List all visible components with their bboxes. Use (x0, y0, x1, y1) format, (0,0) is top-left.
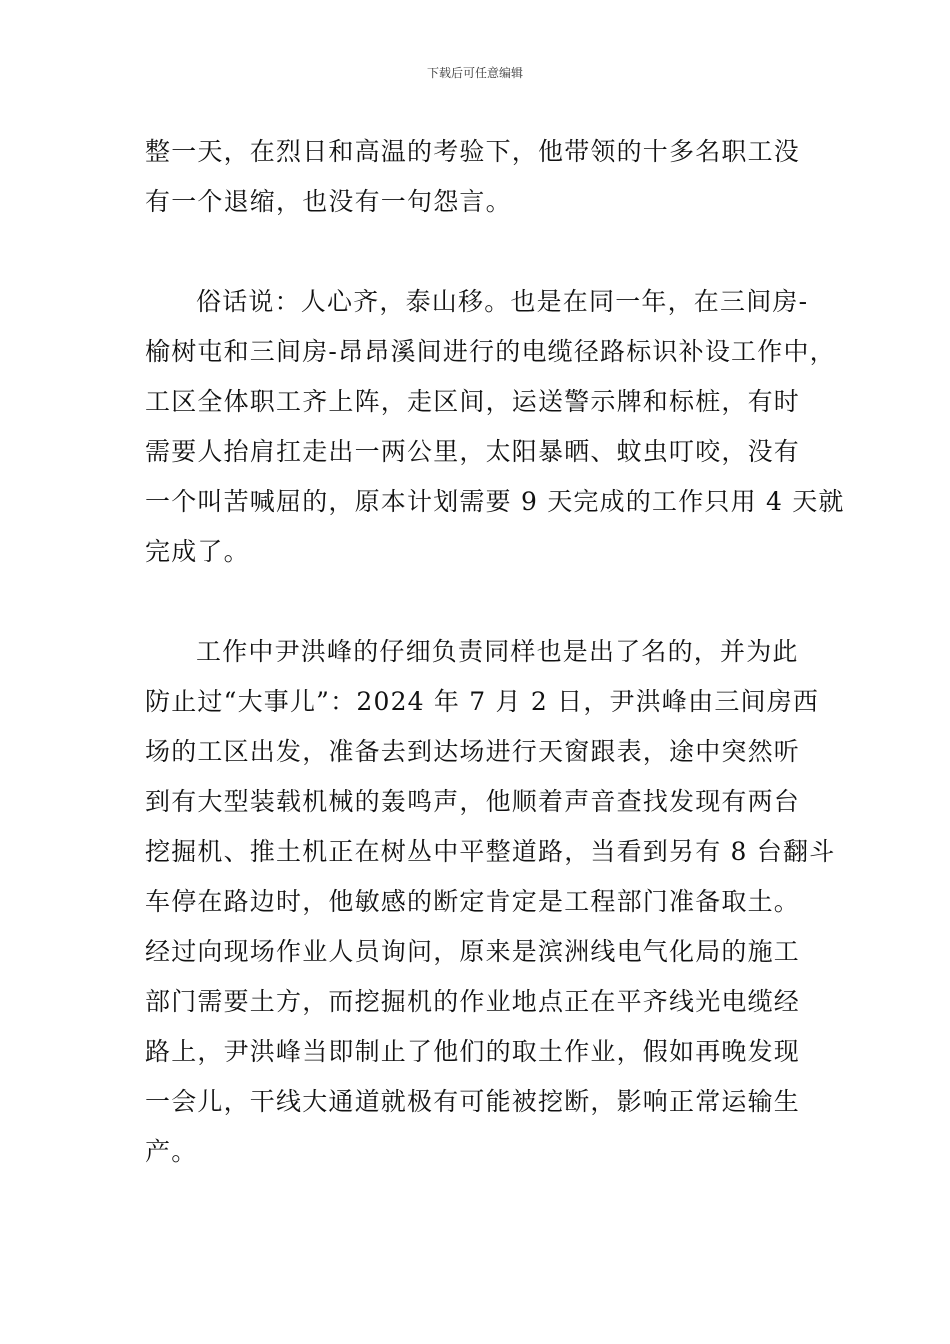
paragraph-spacer (145, 227, 820, 277)
text-line: 有一个退缩，也没有一句怨言。 (145, 187, 512, 216)
text-line: 部门需要土方，而挖掘机的作业地点正在平齐线光电缆经 (145, 987, 801, 1016)
text-line: 路上，尹洪峰当即制止了他们的取土作业，假如再晚发现 (145, 1037, 801, 1066)
text-line: 到有大型装载机械的轰鸣声，他顺着声音查找发现有两台 (145, 787, 801, 816)
text-line: 需要人抬肩扛走出一两公里，太阳暴晒、蚊虫叮咬，没有 (145, 437, 801, 466)
text-line: 俗话说：人心齐，泰山移。也是在同一年，在三间房- (196, 287, 809, 316)
text-line: 完成了。 (145, 537, 250, 566)
text-line: 场的工区出发，准备去到达场进行天窗跟表，途中突然听 (145, 737, 801, 766)
text-line: 整一天，在烈日和高温的考验下，他带领的十多名职工没 (145, 137, 801, 166)
text-line: 一会儿，干线大通道就极有可能被挖断，影响正常运输生 (145, 1087, 801, 1116)
text-line: 工作中尹洪峰的仔细负责同样也是出了名的，并为此 (196, 637, 799, 666)
paragraph-1 (145, 127, 820, 227)
text-line: 一个叫苦喊屈的，原本计划需要 9 天完成的工作只用 4 天就 (145, 487, 845, 516)
text-line: 榆树屯和三间房-昂昂溪间进行的电缆径路标识补设工作中， (145, 337, 836, 366)
document-body (145, 127, 845, 1177)
paragraph-2 (145, 277, 845, 577)
paragraph-3 (145, 627, 836, 1177)
text-line: 防止过“大事儿”：2024 年 7 月 2 日，尹洪峰由三间房西 (145, 687, 820, 716)
text-line: 车停在路边时，他敏感的断定肯定是工程部门准备取土。 (145, 887, 801, 916)
text-line: 产。 (145, 1137, 198, 1166)
text-line: 工区全体职工齐上阵，走区间，运送警示牌和标桩，有时 (145, 387, 801, 416)
paragraph-spacer (145, 577, 820, 627)
text-line: 挖掘机、推土机正在树丛中平整道路，当看到另有 8 台翻斗 (145, 837, 836, 866)
text-line: 经过向现场作业人员询问，原来是滨洲线电气化局的施工 (145, 937, 801, 966)
page-header: 下载后可任意编辑 (426, 66, 523, 80)
